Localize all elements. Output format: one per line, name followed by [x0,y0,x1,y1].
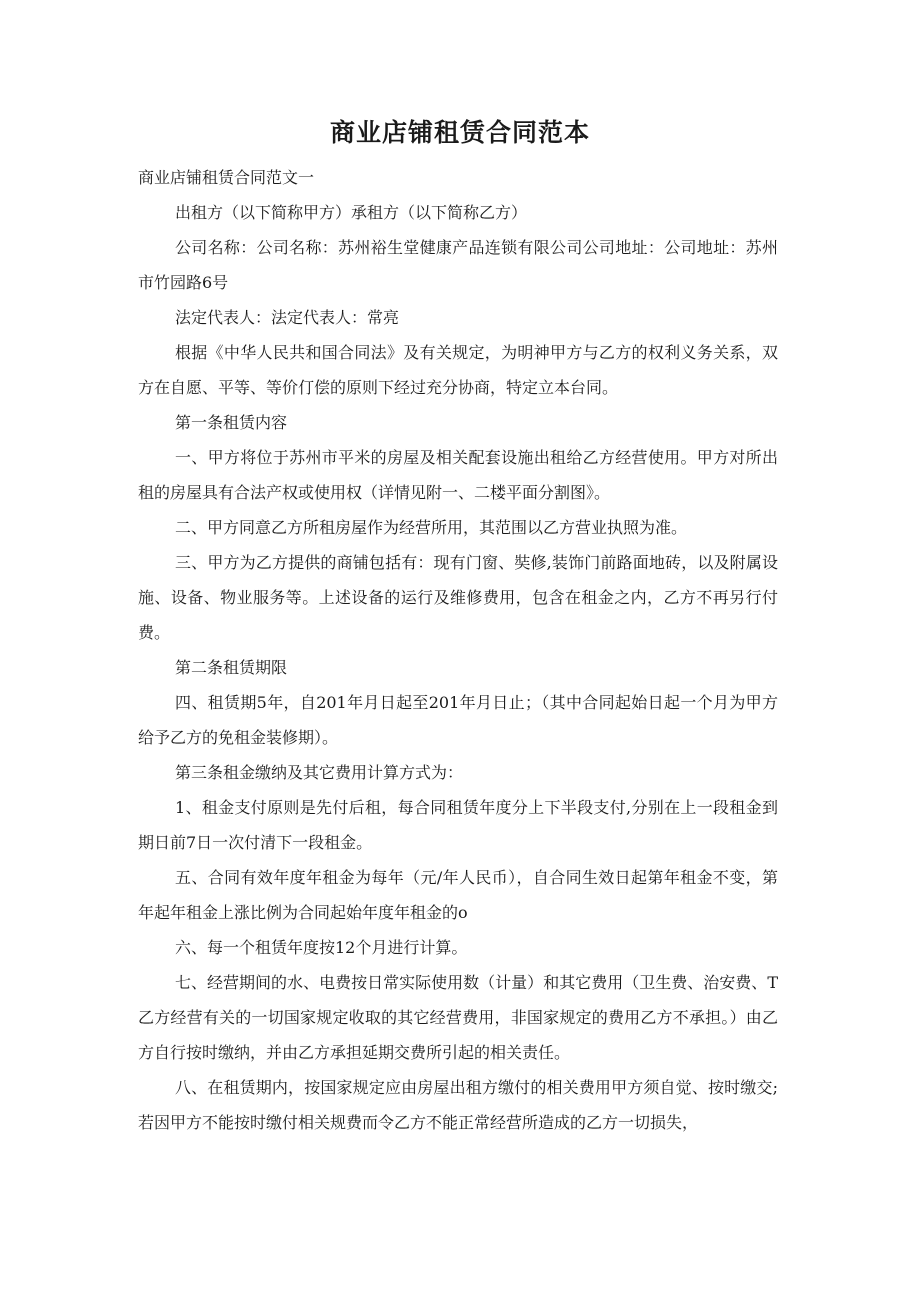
article-1-heading: 第一条租赁内容 [175,413,288,432]
preamble-paragraph: 根据《中华人民共和国合同法》及有关规定，为明神甲方与乙方的权利义务关系，双方在自愿、平等、等价仃偿的原则下经过充分协商，特定立本台同。 [138,343,778,397]
clause-7-paragraph: 七、经营期间的水、电费按日常实际使用数（计量）和其它费用（卫生费、治安费、T乙方经营有关的一切国家规定收取的其它经营费用，非国家规定的费用乙方不承担。）由乙方自行按时缴纳，并由乙方承担延期交费所引起的相关责任。 [138,973,778,1062]
clause-3-paragraph: 三、甲方为乙方提供的商铺包括有：现有门窗、奘修,装饰门前路面地砖，以及附属设施、设备、物业服务等。上述设备的运行及维修费用，包含在租金之内，乙方不再另行付费。 [138,553,778,642]
clause-8-paragraph: 八、在租赁期内，按国家规定应由房屋出租方缴付的相关费用甲方须自觉、按时缴交;若因甲方不能按时缴付相关规费而令乙方不能正常经营所造成的乙方一切损失， [138,1078,778,1132]
clause-1-paragraph: 一、甲方将位于苏州市平米的房屋及相关配套设施出租给乙方经营使用。甲方对所出租的房屋具有合法产权或使用权（详情见附一、二楼平面分割图》。 [138,448,778,502]
article-3-heading: 第三条租金缴纳及其它费用计算方式为： [175,763,464,782]
subtitle-paragraph: 商业店铺租赁合同范文一 [138,168,315,187]
clause-2-paragraph: 二、甲方同意乙方所租房屋作为经营所用，其范围以乙方营业执照为准。 [175,518,688,537]
document-body [138,160,778,1140]
parties-paragraph: 出租方（以下简称甲方）承租方（以下简称乙方） [175,203,528,222]
clause-4-paragraph: 四、租赁期5年，自201年月日起至201年月日止；（其中合同起始日起一个月为甲方给予乙方的免租金装修期）。 [138,693,778,747]
company-info-paragraph: 公司名称：公司名称：苏州裕生堂健康产品连锁有限公司公司地址：公司地址：苏州市竹园路6号 [138,238,778,292]
clause-5-paragraph: 五、合同有效年度年租金为每年（元/年人民币），自合同生效日起第年租金不变，第年起年租金上涨比例为合同起始年度年租金的o [138,868,778,922]
legal-representative-paragraph: 法定代表人：法定代表人：常亮 [175,308,400,327]
document-title: 商业店铺租赁合同范本 [329,118,590,147]
clause-6-paragraph: 六、每一个租赁年度按12个月进行计算。 [175,938,468,957]
article-2-heading: 第二条租赁期限 [175,658,288,677]
rent-payment-paragraph: 1、租金支付原则是先付后租，每合同租赁年度分上下半段支付,分别在上一段租金到期日前7日一次付清下一段租金。 [138,798,778,852]
